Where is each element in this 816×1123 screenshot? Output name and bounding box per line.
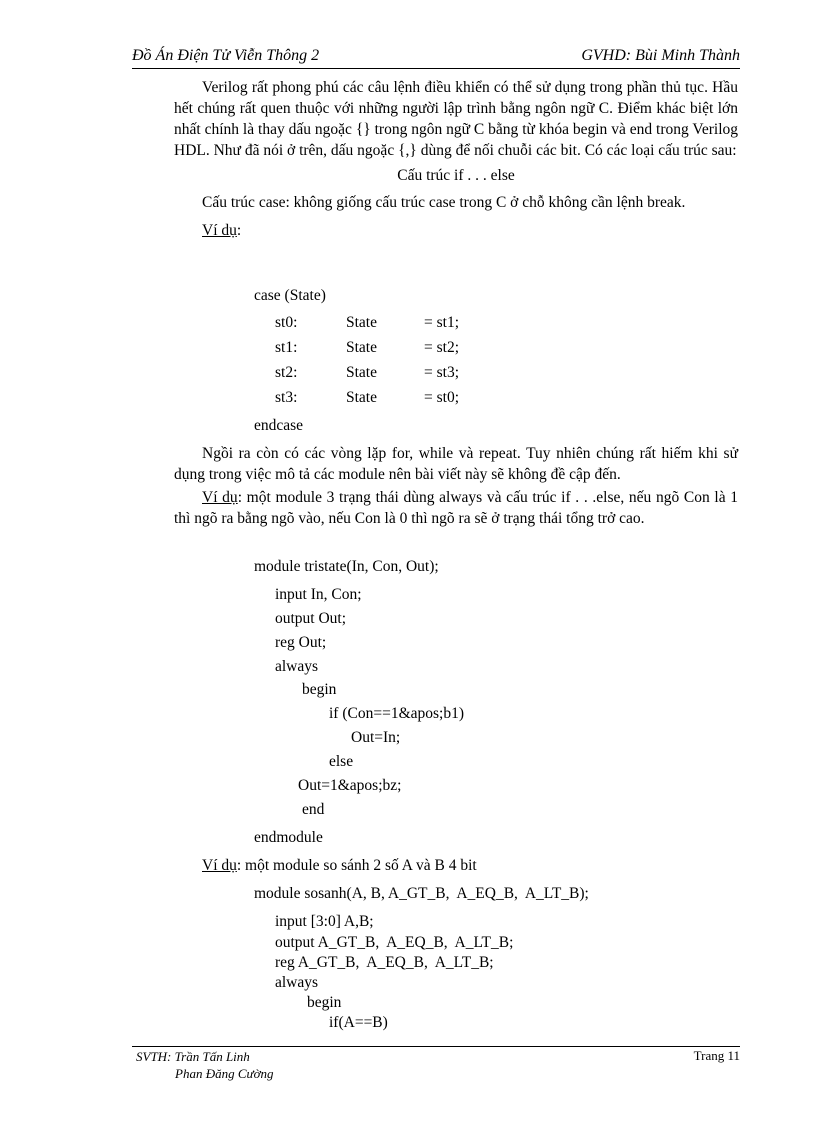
code-line: Out=1&apos;bz; [298,777,402,794]
code-line: module sosanh(A, B, A_GT_B, A_EQ_B, A_LT_B); [254,885,589,902]
case-row-var: State [346,389,377,406]
footer-author-2: Phan Đăng Cường [175,1066,274,1081]
footer-authors [136,1048,274,1082]
example-label: Ví dụ [202,489,238,506]
code-line: begin [302,681,337,698]
code-line: output A_GT_B, A_EQ_B, A_LT_B; [275,934,514,951]
code-line: output Out; [275,610,347,627]
case-row-var: State [346,314,377,331]
example-label-1: Ví dụ: [202,222,242,239]
code-line: Out=In; [351,729,401,746]
code-line: endmodule [254,829,323,846]
example-text: : một module so sánh 2 số A và B 4 bit [236,857,477,874]
example-label: Ví dụ [202,222,237,239]
page-number: Trang 11 [693,1048,740,1063]
case-row-value: = st1; [424,314,460,331]
example-label: Ví dụ [202,857,237,874]
code-line: case (State) [254,287,326,304]
case-row-label: st1: [275,339,298,356]
body-text [174,77,738,241]
code-line: module tristate(In, Con, Out); [254,558,439,575]
case-row-value: = st0; [424,389,460,406]
case-row-label: st0: [275,314,298,331]
code-line: input In, Con; [275,586,362,603]
code-line: if(A==B) [329,1014,388,1031]
case-row-var: State [346,364,377,381]
example-text: : một module 3 trạng thái dùng always và cấu trúc if . . .else, nếu ngõ Con là 1 thì ngõ ra bằng ngõ vào, nếu Con là 0 thì ngõ ra sẽ ở trạng thái tổng trở cao. [174,489,739,527]
paragraph-loops: Ngồi ra còn có các vòng lặp for, while và repeat. Tuy nhiên chúng rất hiếm khi sử dụng trong việc mô tả các module nên bài viết này sẽ không đề cập đến. [174,445,738,483]
paragraph-example-sosanh [202,856,477,876]
code-line: reg A_GT_B, A_EQ_B, A_LT_B; [275,954,494,971]
code-line: if (Con==1&apos;b1) [329,705,465,722]
paragraph-intro: Verilog rất phong phú các câu lệnh điều khiển có thể sử dụng trong phần thủ tục. Hầu hết chúng rất quen thuộc với những người lập trình bằng ngôn ngữ C. Điểm khác biệt lớn nhất chính là thay dấu ngoặc {} trong ngôn ngữ C bằng từ khóa begin và end trong Verilog HDL. Như đã nói ở trên, dấu ngoặc {,} dùng để nối chuỗi các bit. Có các loại cấu trúc sau: [174,79,738,159]
case-row-label: st2: [275,364,298,381]
code-line: reg Out; [275,634,327,651]
code-line: input [3:0] A,B; [275,913,374,930]
code-line: endcase [254,417,304,434]
section-if-else: Cấu trúc if . . . else [397,167,515,184]
header-title: Đồ Án Điện Tử Viễn Thông 2 [132,47,320,64]
case-row-value: = st3; [424,364,460,381]
code-line: always [275,658,319,675]
case-row-var: State [346,339,377,356]
case-row-label: st3: [275,389,298,406]
paragraph-example-tristate [174,487,738,529]
paragraph-case: Cấu trúc case: không giống cấu trúc case trong C ở chỗ không cần lệnh break. [202,194,686,211]
header-rule [132,68,740,69]
code-line: always [275,974,319,991]
footer-rule [132,1046,740,1047]
header-supervisor: GVHD: Bùi Minh Thành [581,47,740,64]
footer-author-1: SVTH: Trần Tấn Linh [136,1049,250,1064]
code-line: begin [307,994,342,1011]
code-line: else [329,753,354,770]
code-line: end [302,801,325,818]
case-row-value: = st2; [424,339,460,356]
body-text-2 [174,443,738,529]
